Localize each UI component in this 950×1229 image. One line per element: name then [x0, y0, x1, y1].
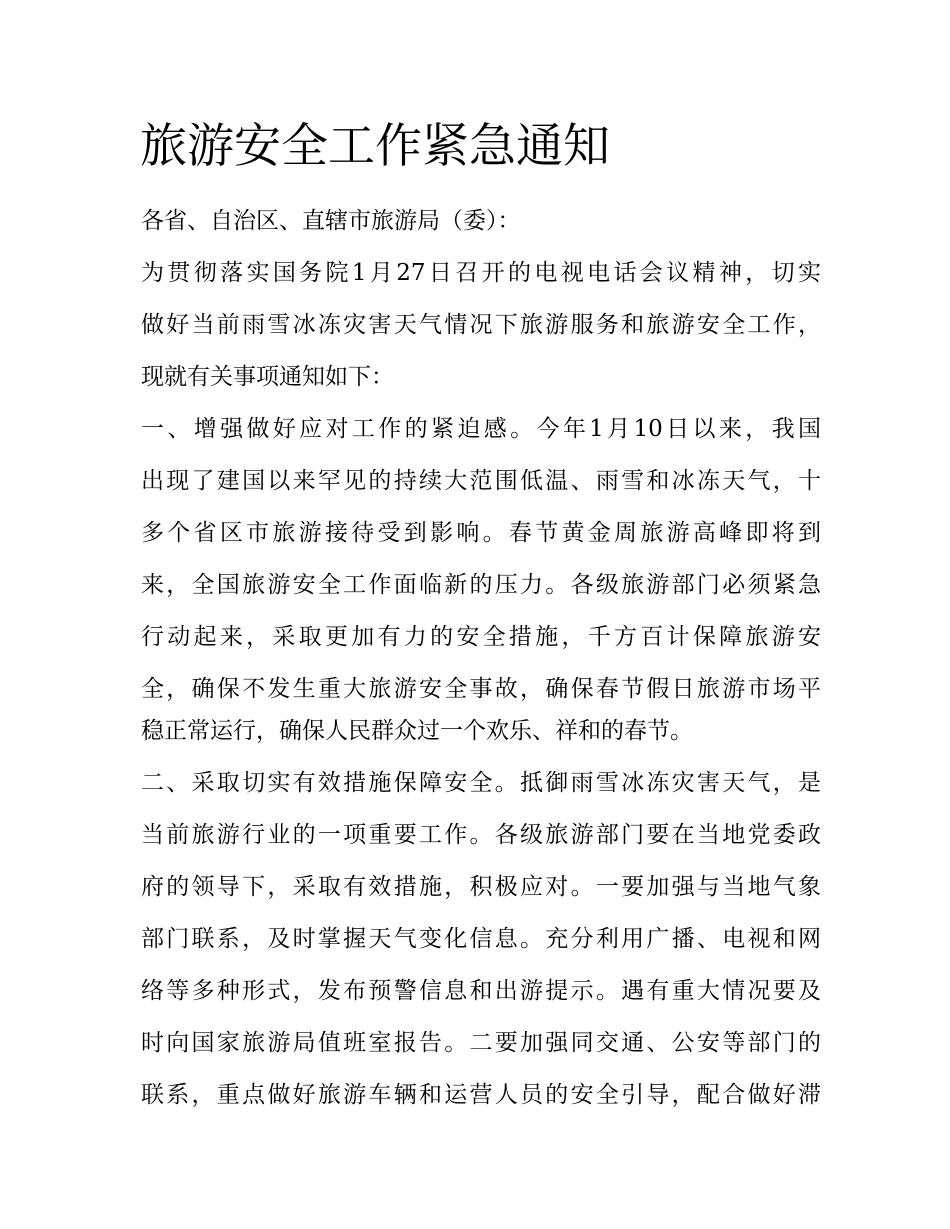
- document-title: 旅游安全工作紧急通知: [140, 119, 610, 174]
- body-line: 当前旅游行业的一项重要工作。各级旅游部门要在当地党委政: [141, 822, 821, 848]
- body-line: 稳正常运行，确保人民群众过一个欢乐、祥和的春节。: [141, 718, 693, 744]
- body-line: 一、增强做好应对工作的紧迫感。今年1月10日以来，我国: [141, 416, 821, 442]
- body-line: 行动起来，采取更加有力的安全措施，千方百计保障旅游安: [141, 624, 821, 650]
- body-line: 来，全国旅游安全工作面临新的压力。各级旅游部门必须紧急: [141, 572, 821, 598]
- body-line: 络等多种形式，发布预警信息和出游提示。遇有重大情况要及: [141, 978, 821, 1004]
- body-line: 联系，重点做好旅游车辆和运营人员的安全引导，配合做好滞: [141, 1082, 821, 1108]
- body-line: 为贯彻落实国务院1月27日召开的电视电话会议精神，切实: [141, 260, 821, 286]
- body-line: 全，确保不发生重大旅游安全事故，确保春节假日旅游市场平: [141, 676, 821, 702]
- body-line: 府的领导下，采取有效措施，积极应对。一要加强与当地气象: [141, 874, 821, 900]
- body-line: 出现了建国以来罕见的持续大范围低温、雨雪和冰冻天气，十: [141, 468, 821, 494]
- body-line: 现就有关事项通知如下：: [141, 364, 394, 390]
- body-line: 二、采取切实有效措施保障安全。抵御雨雪冰冻灾害天气，是: [141, 770, 821, 796]
- salutation-line: 各省、自治区、直辖市旅游局（委）：: [141, 208, 521, 234]
- body-line: 部门联系，及时掌握天气变化信息。充分利用广播、电视和网: [141, 926, 821, 952]
- body-line: 多个省区市旅游接待受到影响。春节黄金周旅游高峰即将到: [141, 520, 821, 546]
- body-line: 做好当前雨雪冰冻灾害天气情况下旅游服务和旅游安全工作，: [141, 312, 821, 338]
- body-line: 时向国家旅游局值班室报告。二要加强同交通、公安等部门的: [141, 1030, 821, 1056]
